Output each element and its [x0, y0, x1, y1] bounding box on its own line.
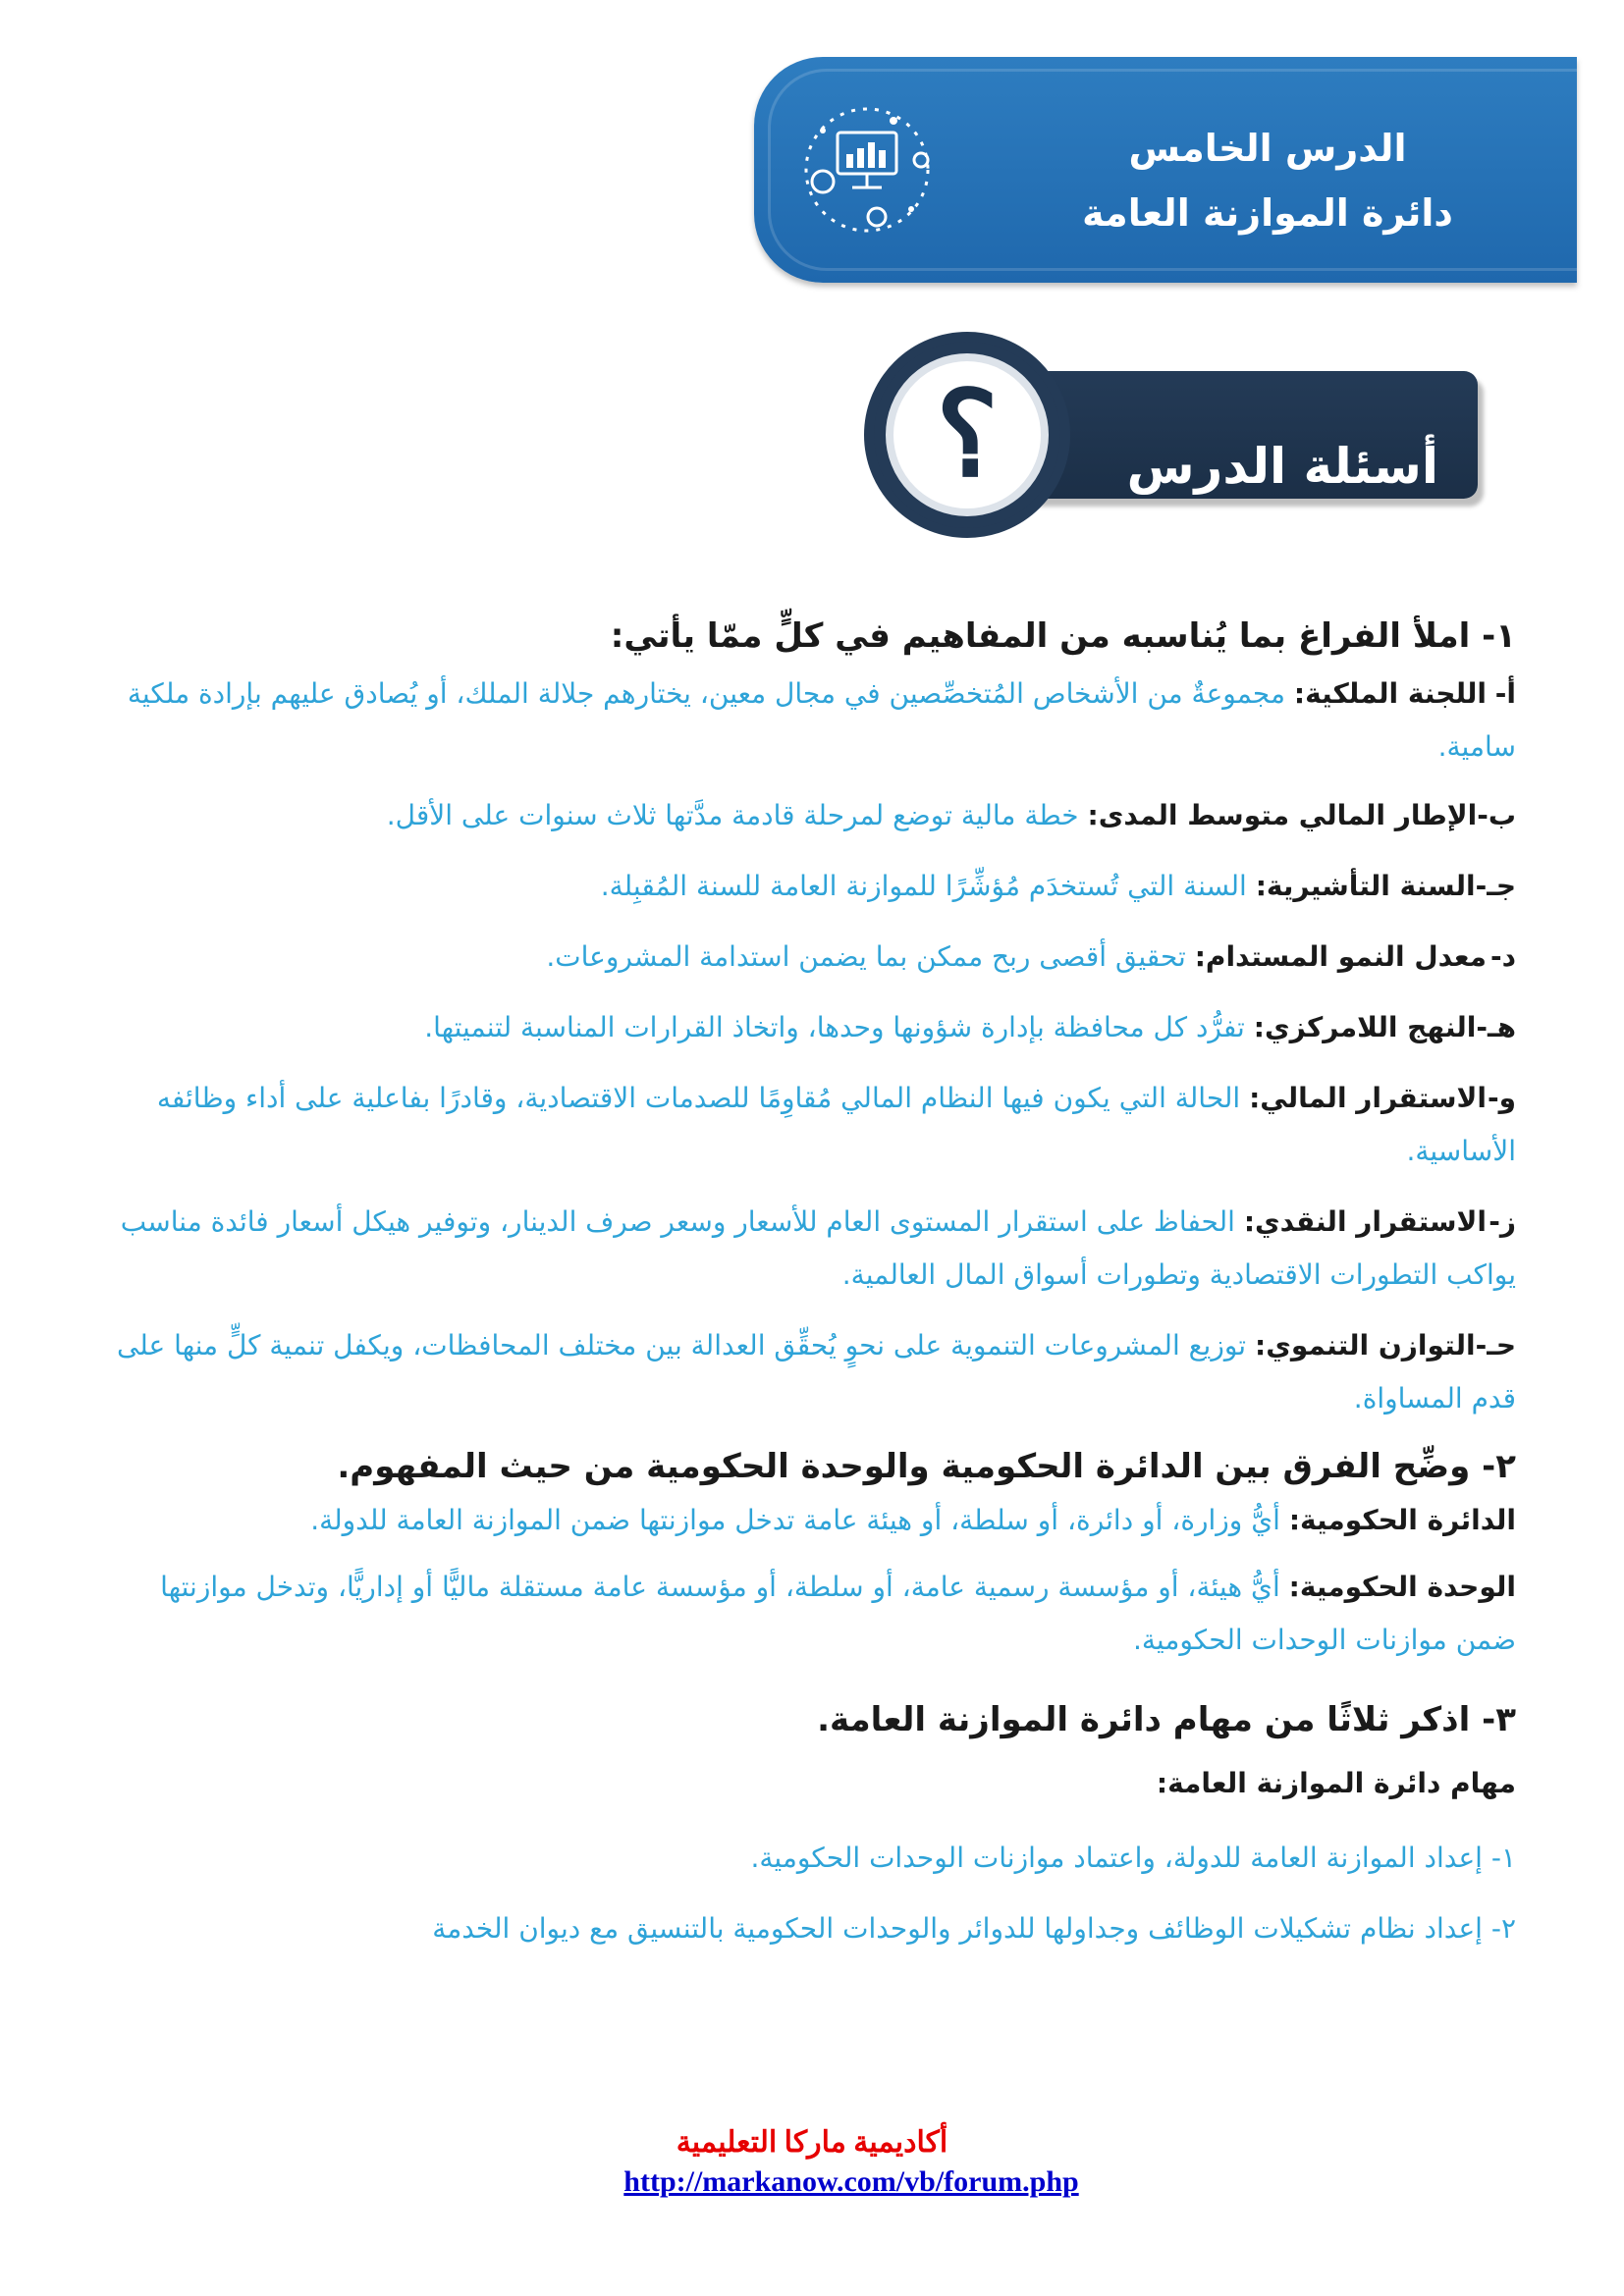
- item-term: الوحدة الحكومية:: [1288, 1571, 1516, 1603]
- question-2-title: ٢- وضِّح الفرق بين الدائرة الحكومية والوحدة الحكومية من حيث المفهوم.: [337, 1447, 1516, 1486]
- q1-item-e: [92, 1001, 1516, 1054]
- q2-item-department: [92, 1494, 1516, 1547]
- q1-item-h: [92, 1319, 1516, 1425]
- item-letter: هـ-: [1476, 1011, 1516, 1043]
- item-term: النهج اللامركزي:: [1253, 1011, 1477, 1043]
- item-letter: ز-: [1489, 1205, 1516, 1238]
- item-definition: مجموعةٌ من الأشخاص المُتخصِّصين في مجال معين، يختارهم جلالة الملك، أو يُصادق عليهم بإرادة ملكية سامية.: [127, 677, 1516, 763]
- q1-item-a: [92, 667, 1516, 774]
- question-mark-icon: ؟: [936, 365, 999, 504]
- item-term: السنة التأشيرية:: [1255, 870, 1476, 902]
- item-definition: تحقيق أقصى ربح ممكن بما يضمن استدامة المشروعات.: [546, 940, 1195, 973]
- badge-label: أسئلة الدرس: [1126, 438, 1438, 495]
- question-3-subtitle: مهام دائرة الموازنة العامة:: [1156, 1767, 1516, 1799]
- item-letter: أ-: [1494, 677, 1516, 710]
- item-term: معدل النمو المستدام:: [1194, 940, 1487, 973]
- item-term: الدائرة الحكومية:: [1288, 1504, 1516, 1536]
- item-definition: أيُّ هيئة، أو مؤسسة رسمية عامة، أو سلطة، أو مؤسسة عامة مستقلة ماليًّا أو إداريًّا، وتدخل موازنتها ضمن موازنات الوحدات الحكومية.: [160, 1571, 1516, 1656]
- q1-item-c: [92, 860, 1516, 913]
- q1-item-g: [92, 1196, 1516, 1302]
- q1-item-d: [92, 931, 1516, 984]
- lesson-content: [92, 589, 1516, 1955]
- item-term: الاستقرار النقدي:: [1243, 1205, 1487, 1238]
- item-term: الإطار المالي متوسط المدى:: [1087, 799, 1478, 831]
- q2-item-unit: [92, 1561, 1516, 1667]
- badge-circle: [864, 332, 1070, 538]
- finance-monitor-icon: [784, 91, 950, 248]
- item-term: التوازن التنموي:: [1255, 1329, 1476, 1362]
- item-definition: توزيع المشروعات التنموية على نحوٍ يُحقِّق العدالة بين مختلف المحافظات، ويكفل تنمية كلٍّ منها على قدم المساواة.: [116, 1329, 1516, 1415]
- lesson-questions-badge: [864, 332, 1492, 528]
- item-letter: حـ-: [1475, 1329, 1516, 1362]
- lesson-title-block: [1071, 116, 1464, 245]
- q3-item-2: ٢- إعداد نظام تشكيلات الوظائف وجداولها للدوائر والوحدات الحكومية بالتنسيق مع ديوان الخدمة: [432, 1912, 1516, 1945]
- lesson-number: الدرس الخامس: [1128, 127, 1407, 170]
- item-definition: الحالة التي يكون فيها النظام المالي مُقاوِمًا للصدمات الاقتصادية، وقادرًا بفاعلية على أداء وظائفه الأساسية.: [156, 1082, 1516, 1167]
- lesson-title: دائرة الموازنة العامة: [1082, 191, 1453, 235]
- item-letter: ب-: [1477, 799, 1516, 831]
- item-letter: د-: [1490, 940, 1516, 973]
- lesson-header-banner: [754, 57, 1577, 283]
- q1-item-b: [92, 789, 1516, 842]
- item-definition: الحفاظ على استقرار المستوى العام للأسعار وسعر صرف الدينار، وتوفير هيكل أسعار فائدة مناسب يواكب التطورات الاقتصادية وتطورات أسواق المال العالمية.: [120, 1205, 1516, 1291]
- item-term: الاستقرار المالي:: [1249, 1082, 1487, 1114]
- badge-circle-inner: [886, 353, 1049, 516]
- q1-item-f: [92, 1072, 1516, 1178]
- item-letter: و-: [1487, 1082, 1516, 1114]
- item-letter: جـ-: [1475, 870, 1516, 902]
- question-3-title: ٣- اذكر ثلاثًا من مهام دائرة الموازنة العامة.: [817, 1700, 1516, 1739]
- item-term: اللجنة الملكية:: [1293, 677, 1487, 710]
- item-definition: أيُّ وزارة، أو دائرة، أو سلطة، أو هيئة عامة تدخل موازنتها ضمن الموازنة العامة للدولة.: [310, 1504, 1289, 1536]
- item-definition: خطة مالية توضع لمرحلة قادمة مدَّتها ثلاث سنوات على الأقل.: [386, 799, 1088, 831]
- question-1-title: ١- املأ الفراغ بما يُناسبه من المفاهيم في كلٍّ ممّا يأتي:: [610, 616, 1516, 656]
- footer-title: أكاديمية ماركا التعليمية: [676, 2126, 948, 2159]
- q3-item-1: ١- إعداد الموازنة العامة للدولة، واعتماد موازنات الوحدات الحكومية.: [750, 1842, 1516, 1874]
- item-definition: السنة التي تُستخدَم مُؤشِّرًا للموازنة العامة للسنة المُقبِلة.: [600, 870, 1256, 902]
- footer-link[interactable]: http://markanow.com/vb/forum.php: [623, 2165, 1079, 2198]
- item-definition: تفرُّد كل محافظة بإدارة شؤونها وحدها، واتخاذ القرارات المناسبة لتنميتها.: [424, 1011, 1254, 1043]
- footer: [0, 2125, 1624, 2199]
